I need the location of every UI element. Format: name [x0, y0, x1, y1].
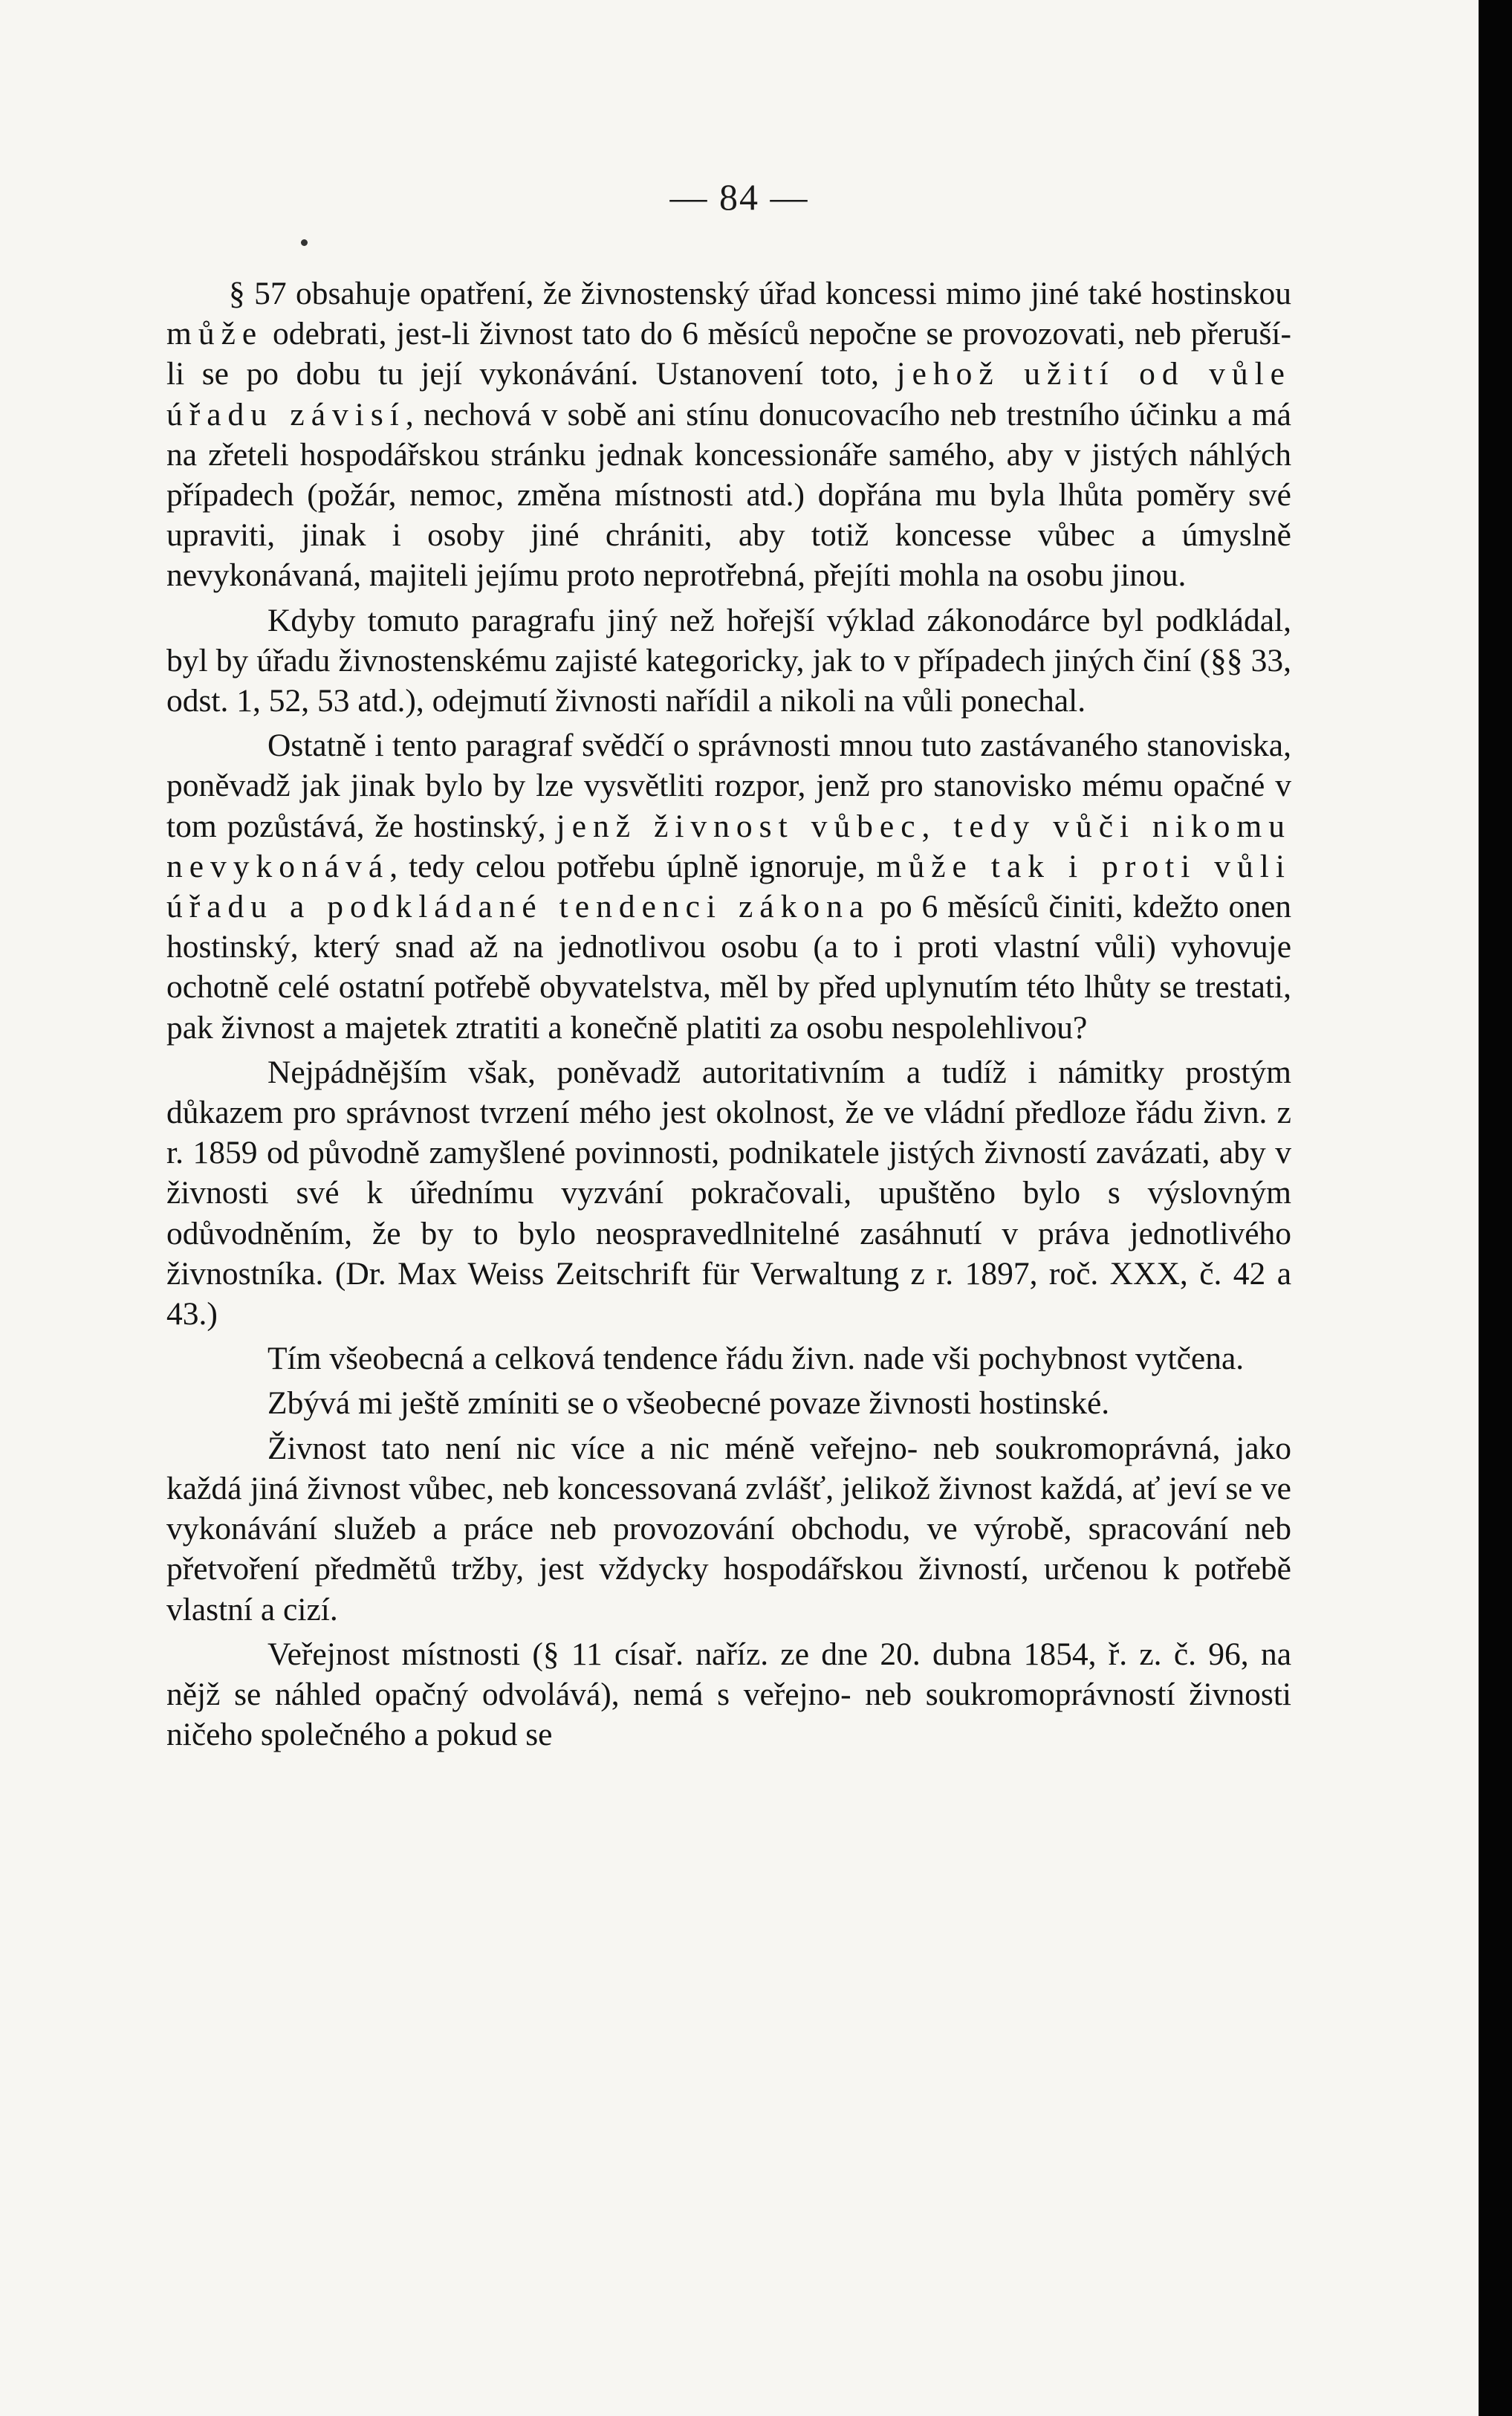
- paragraph: [166, 1634, 1291, 1755]
- text-run: Nejpádnějším však, poněvadž autoritativním a tudíž i námitky prostým důkazem pro správnost tvrzení mého jest okolnost, že ve vládní předloze řádu živn. z r. 1859 od původně zamyšlené povinnosti, podnikatele jistých živností zavázati, aby v živnosti své k úřednímu vyzvání pokračovali, upuštěno bylo s výslovným odůvodněním, že by to bylo neospravedlnitelné zasáhnutí v práva jednotlivého živnostníka. (Dr. Max Weiss Zeitschrift für Verwaltung z r. 1897, roč. XXX, č. 42 a 43.): [166, 1054, 1291, 1332]
- scan-border: [1479, 0, 1512, 2416]
- paragraph: [166, 1383, 1291, 1423]
- text-run: Kdyby tomuto paragrafu jiný než hořejší výklad zákonodárce byl podkládal, byl by úřadu živnostenskému zajisté kategoricky, jak to v případech jiných činí (§§ 33, odst. 1, 52, 53 atd.), odejmutí živnosti nařídil a nikoli na vůli ponechal.: [166, 602, 1291, 719]
- text-run: Živnost tato není nic více a nic méně veřejno- neb soukromoprávná, jako každá jiná živnost vůbec, neb koncessovaná zvlášť, jelikož živnost každá, ať jeví se ve vykonávání služeb a práce neb provozování obchodu, ve výrobě, spracování neb přetvoření předmětů tržby, jest vždycky hospodářskou živností, určenou k potřebě vlastní a cizí.: [166, 1430, 1291, 1628]
- text-run: § 57 obsahuje opatření, že živnostenský úřad koncessi mimo jiné také hostinskou: [229, 276, 1291, 311]
- text-run: Tím všeobecná a celková tendence řádu živn. nade vši pochybnost vytčena.: [267, 1341, 1245, 1377]
- text-run: Ostatně i tento paragraf svědčí o správnosti mnou tuto zastávaného stanoviska, poněvadž jak jinak bylo by lze vysvětliti rozpor, jenž pro stanovisko mému opačné v tom pozůstává, že hostinský,: [166, 728, 1291, 844]
- text-run: , tedy celou potřebu úplně ignoruje,: [389, 848, 877, 884]
- paragraph: [166, 1428, 1291, 1630]
- paragraph: [166, 1052, 1291, 1334]
- text-run: odebrati, jest-li živnost tato do 6 měsíců nepočne se provozovati, neb přeruší-li se po dobu tu její vykonávání. Ustanovení toto,: [166, 316, 1291, 392]
- emphasized-text: může: [166, 316, 264, 352]
- body-text: [166, 273, 1291, 1759]
- emphasized-text: jenž živnost vůbec, tedy vůči nikomu nevykonává: [166, 808, 1291, 884]
- text-run: po 6 měsíců činiti, kdežto onen hostinský, který snad až na jednotlivou osobu (a to i proti vlastní vůli) vyhovuje ochotně celé ostatní potřebě obyvatelstva, měl by před uplynutím této lhůty se trestati, pak živnost a majetek ztratiti a konečně platiti za osobu nespolehlivou?: [166, 889, 1291, 1046]
- paragraph: [166, 600, 1291, 722]
- page-number: — 84 —: [669, 176, 809, 218]
- text-run: Zbývá mi ještě zmíniti se o všeobecné povaze živnosti hostinské.: [267, 1385, 1110, 1422]
- paragraph: [166, 273, 1291, 596]
- paragraph: [166, 725, 1291, 1048]
- emphasized-text: může tak i proti vůli úřadu a podkládané tendenci zákona: [166, 848, 1291, 925]
- print-speck: [301, 239, 308, 246]
- emphasized-text: jehož užití od vůle úřadu závisí: [166, 356, 1291, 433]
- text-run: , nechová v sobě ani stínu donucovacího neb trestního účinku a má na zřeteli hospodářskou stránku jednak koncessionáře samého, aby v jistých náhlých případech (požár, nemoc, změna místnosti atd.) dopřána mu byla lhůta poměry své upraviti, jinak i osoby jiné chrániti, aby totiž koncesse vůbec a úmyslně nevykonávaná, majiteli jejímu proto neprotřebná, přejíti mohla na osobu jinou.: [166, 396, 1291, 594]
- paragraph: [166, 1338, 1291, 1379]
- text-run: Veřejnost místnosti (§ 11 císař. naříz. ze dne 20. dubna 1854, ř. z. č. 96, na nějž se náhled opačný odvolává), nemá s veřejno- neb soukromoprávností živnosti ničeho společného a pokud se: [166, 1636, 1291, 1753]
